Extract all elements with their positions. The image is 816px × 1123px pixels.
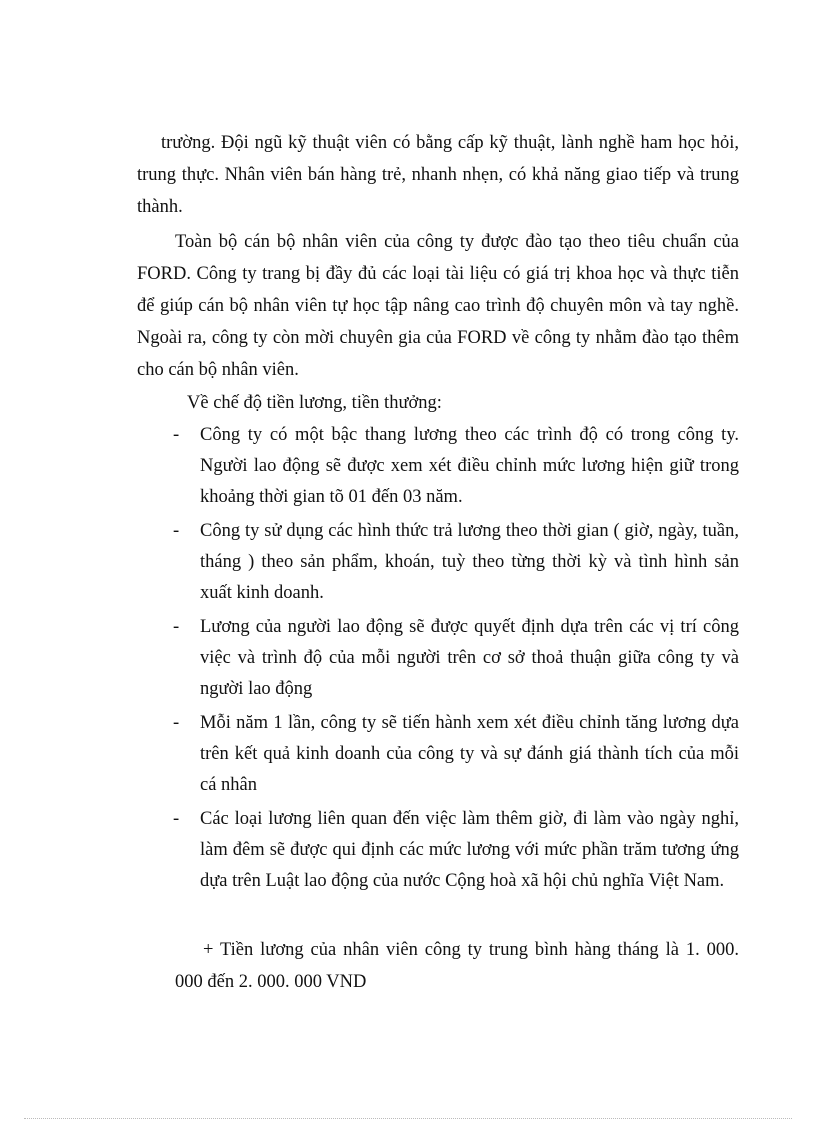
list-item-text: Công ty sử dụng các hình thức trả lương theo thời gian ( giờ, ngày, tuần, tháng ) theo sản phẩm, khoán, tuỳ theo từng thời kỳ và tình hình sản xuất kinh doanh. [200,521,739,603]
bullet-dash: - [173,713,180,733]
salary-policy-list [137,420,739,900]
list-item [137,612,739,705]
bullet-dash: - [173,617,180,637]
list-item [137,708,739,801]
salary-policy-heading: Về chế độ tiền lương, tiền thưởng: [187,393,442,413]
paragraph-staff-quality: trường. Đội ngũ kỹ thuật viên có bằng cấp kỹ thuật, lành nghề ham học hỏi, trung thực. Nhân viên bán hàng trẻ, nhanh nhẹn, có khả năng giao tiếp và trung thành. [137,133,739,217]
list-item [137,516,739,609]
list-item-text: Mỗi năm 1 lần, công ty sẽ tiến hành xem xét điều chỉnh tăng lương dựa trên kết quả kinh doanh của công ty và sự đánh giá thành tích của mỗi cá nhân [200,713,739,795]
list-item [137,804,739,897]
bullet-dash: - [173,521,180,541]
paragraph-training: Toàn bộ cán bộ nhân viên của công ty được đào tạo theo tiêu chuẩn của FORD. Công ty trang bị đầy đủ các loại tài liệu có giá trị khoa học và thực tiễn để giúp cán bộ nhân viên tự học tập nâng cao trình độ chuyên môn và tay nghề. Ngoài ra, công ty còn mời chuyên gia của FORD về công ty nhằm đào tạo thêm cho cán bộ nhân viên. [137,232,739,380]
list-item-text: Lương của người lao động sẽ được quyết định dựa trên các vị trí công việc và trình độ của mỗi người trên cơ sở thoả thuận giữa công ty và người lao động [200,617,739,699]
average-salary-note: + Tiền lương của nhân viên công ty trung bình hàng tháng là 1. 000. 000 đến 2. 000. 000 VND [175,940,739,992]
bullet-dash: - [173,425,180,445]
list-item-text: Công ty có một bậc thang lương theo các trình độ có trong công ty. Người lao động sẽ được xem xét điều chỉnh mức lương hiện giữ trong khoảng thời gian tõ 01 đến 03 năm. [200,425,739,507]
list-item-text: Các loại lương liên quan đến việc làm thêm giờ, đi làm vào ngày nghỉ, làm đêm sẽ được qui định các mức lương với mức phần trăm tương ứng dựa trên Luật lao động của nước Cộng hoà xã hội chủ nghĩa Việt Nam. [200,809,739,891]
bullet-dash: - [173,809,180,829]
list-item [137,420,739,513]
page-bottom-divider [24,1118,792,1119]
